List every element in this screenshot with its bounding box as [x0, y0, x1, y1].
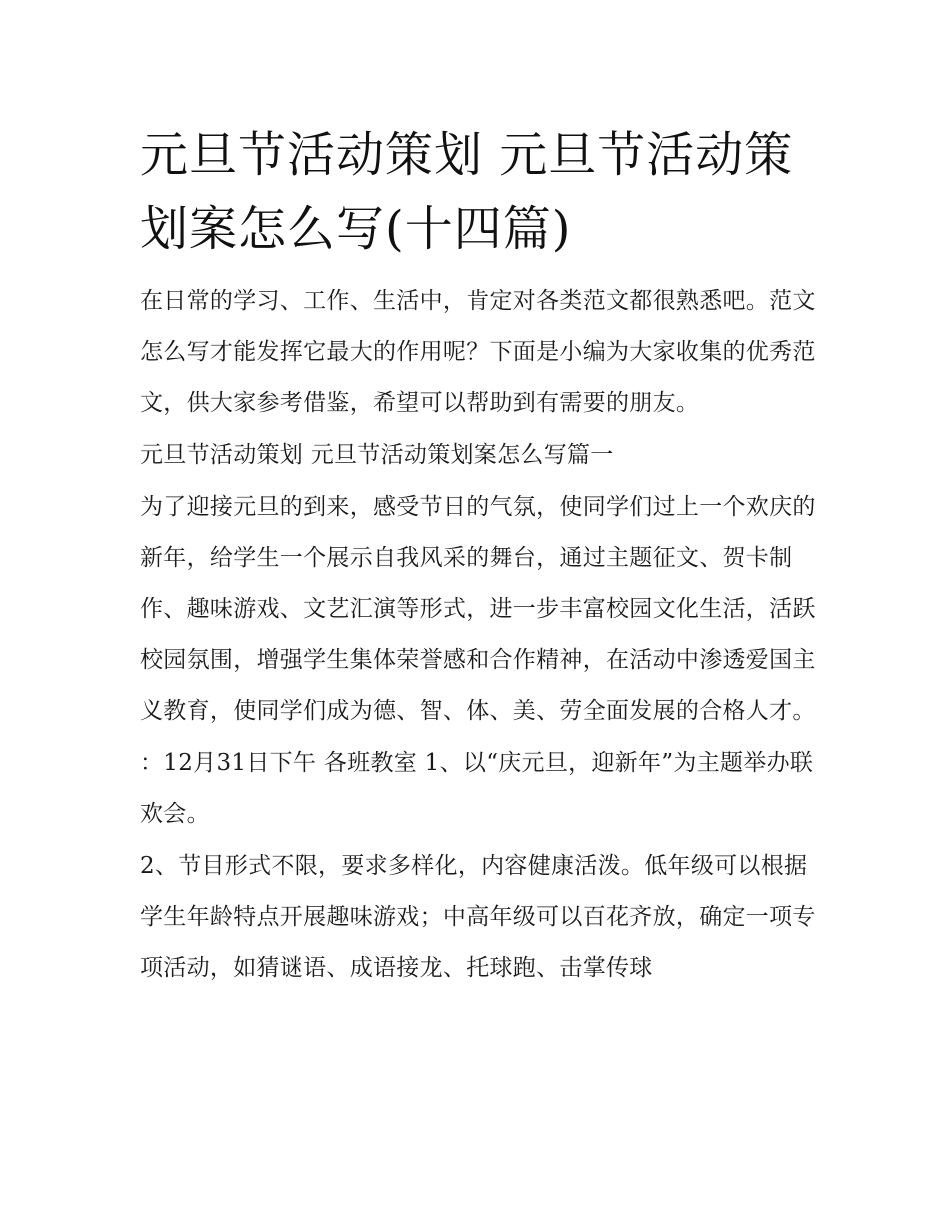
section-heading: 元旦节活动策划 元旦节活动策划案怎么写篇一 — [140, 442, 614, 468]
document-content — [140, 118, 820, 995]
time-location-paragraph: ：12月31日下午 各班教室 1、以“庆元旦，迎新年”为主题举办联欢会。 — [140, 750, 814, 827]
program-paragraph: 2、节目形式不限，要求多样化，内容健康活泼。低年级可以根据学生年龄特点开展趣味游戏；中高年级可以百花齐放，确定一项专项活动，如猜谜语、成语接龙、托球跑、击掌传球 — [140, 853, 816, 981]
document-body — [140, 276, 820, 994]
purpose-paragraph: 为了迎接元旦的到来，感受节日的气氛，使同学们过上一个欢庆的新年，给学生一个展示自我风采的舞台，通过主题征文、贺卡制作、趣味游戏、文艺汇演等形式，进一步丰富校园文化生活，活跃校园氛围，增强学生集体荣誉感和合作精神，在活动中渗透爱国主义教育，使同学们成为德、智、体、美、劳全面发展的合格人才。 — [140, 494, 816, 724]
intro-paragraph: 在日常的学习、工作、生活中，肯定对各类范文都很熟悉吧。范文怎么写才能发挥它最大的作用呢？下面是小编为大家收集的优秀范文，供大家参考借鉴，希望可以帮助到有需要的朋友。 — [140, 288, 816, 416]
document-title: 元旦节活动策划 元旦节活动策划案怎么写(十四篇) — [140, 127, 794, 257]
